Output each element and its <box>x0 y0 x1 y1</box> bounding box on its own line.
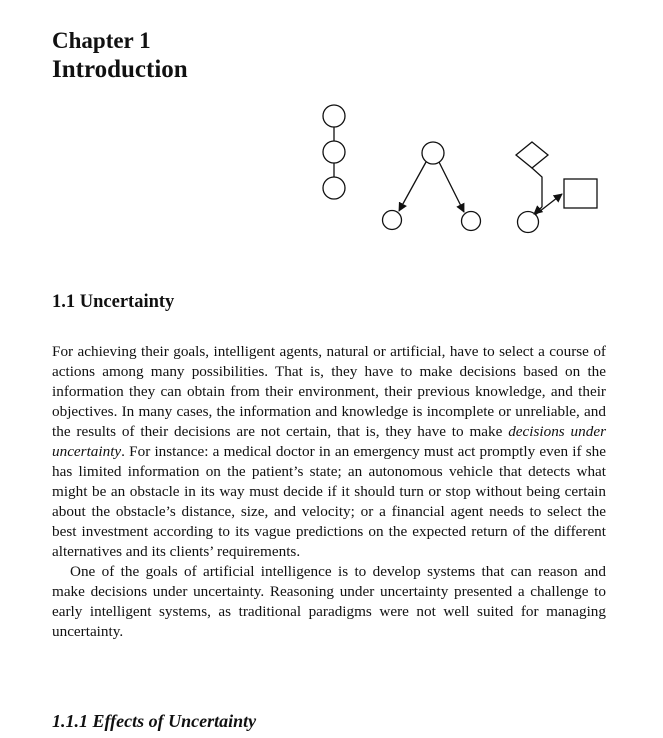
tree-node-left <box>383 211 402 230</box>
utility-diamond-node <box>516 142 548 168</box>
paragraph-2: One of the goals of artificial intelligence is to develop systems that can reason and make decisions under uncertainty. Reasoning under uncertainty presented a challenge to early intelligent systems, as traditional paradigms were not well suited for managing uncertainty. <box>52 563 606 640</box>
chapter-label: Chapter 1 <box>52 28 151 53</box>
subsection-heading: 1.1.1 Effects of Uncertainty <box>52 711 257 731</box>
emphasis-decisions-under-uncertainty: decisions under uncertainty <box>52 423 606 460</box>
body-text <box>52 342 606 642</box>
paragraph-1 <box>52 342 606 562</box>
chapter-title: Introduction <box>52 56 188 83</box>
decision-diagram <box>516 142 597 233</box>
chain-node-bottom <box>323 177 345 199</box>
tree-node-root <box>422 142 444 164</box>
chain-node-middle <box>323 141 345 163</box>
tree-node-right <box>462 212 481 231</box>
chain-node-top <box>323 105 345 127</box>
paragraph-1-text-end: . For instance: a medical doctor in an emergency must act promptly even if she has limited information on the patient’s state; an autonomous vehicle that detects what might be an obstacle in its way must decide if it should turn or stop without being certain about the obstacle’s distance, size, and velocity; or a financial agent needs to select the best investment according to its vague predictions on the expected return of the different alternatives and its clients’ requirements. <box>52 443 606 560</box>
paragraph-1-text-start: For achieving their goals, intelligent agents, natural or artificial, have to select a course of actions among many possibilities. That is, they have to make decisions based on the information they can obtain from their environment, their previous knowledge, and their objectives. In many cases, the information and knowledge is incomplete or unreliable, and the results of their decisions are not certain, that is, they have to make <box>52 343 606 440</box>
chapter-figure <box>300 95 620 255</box>
decision-square-node <box>564 179 597 208</box>
tree-diagram <box>383 142 481 231</box>
section-heading: 1.1 Uncertainty <box>52 292 175 312</box>
chain-diagram <box>323 105 345 199</box>
